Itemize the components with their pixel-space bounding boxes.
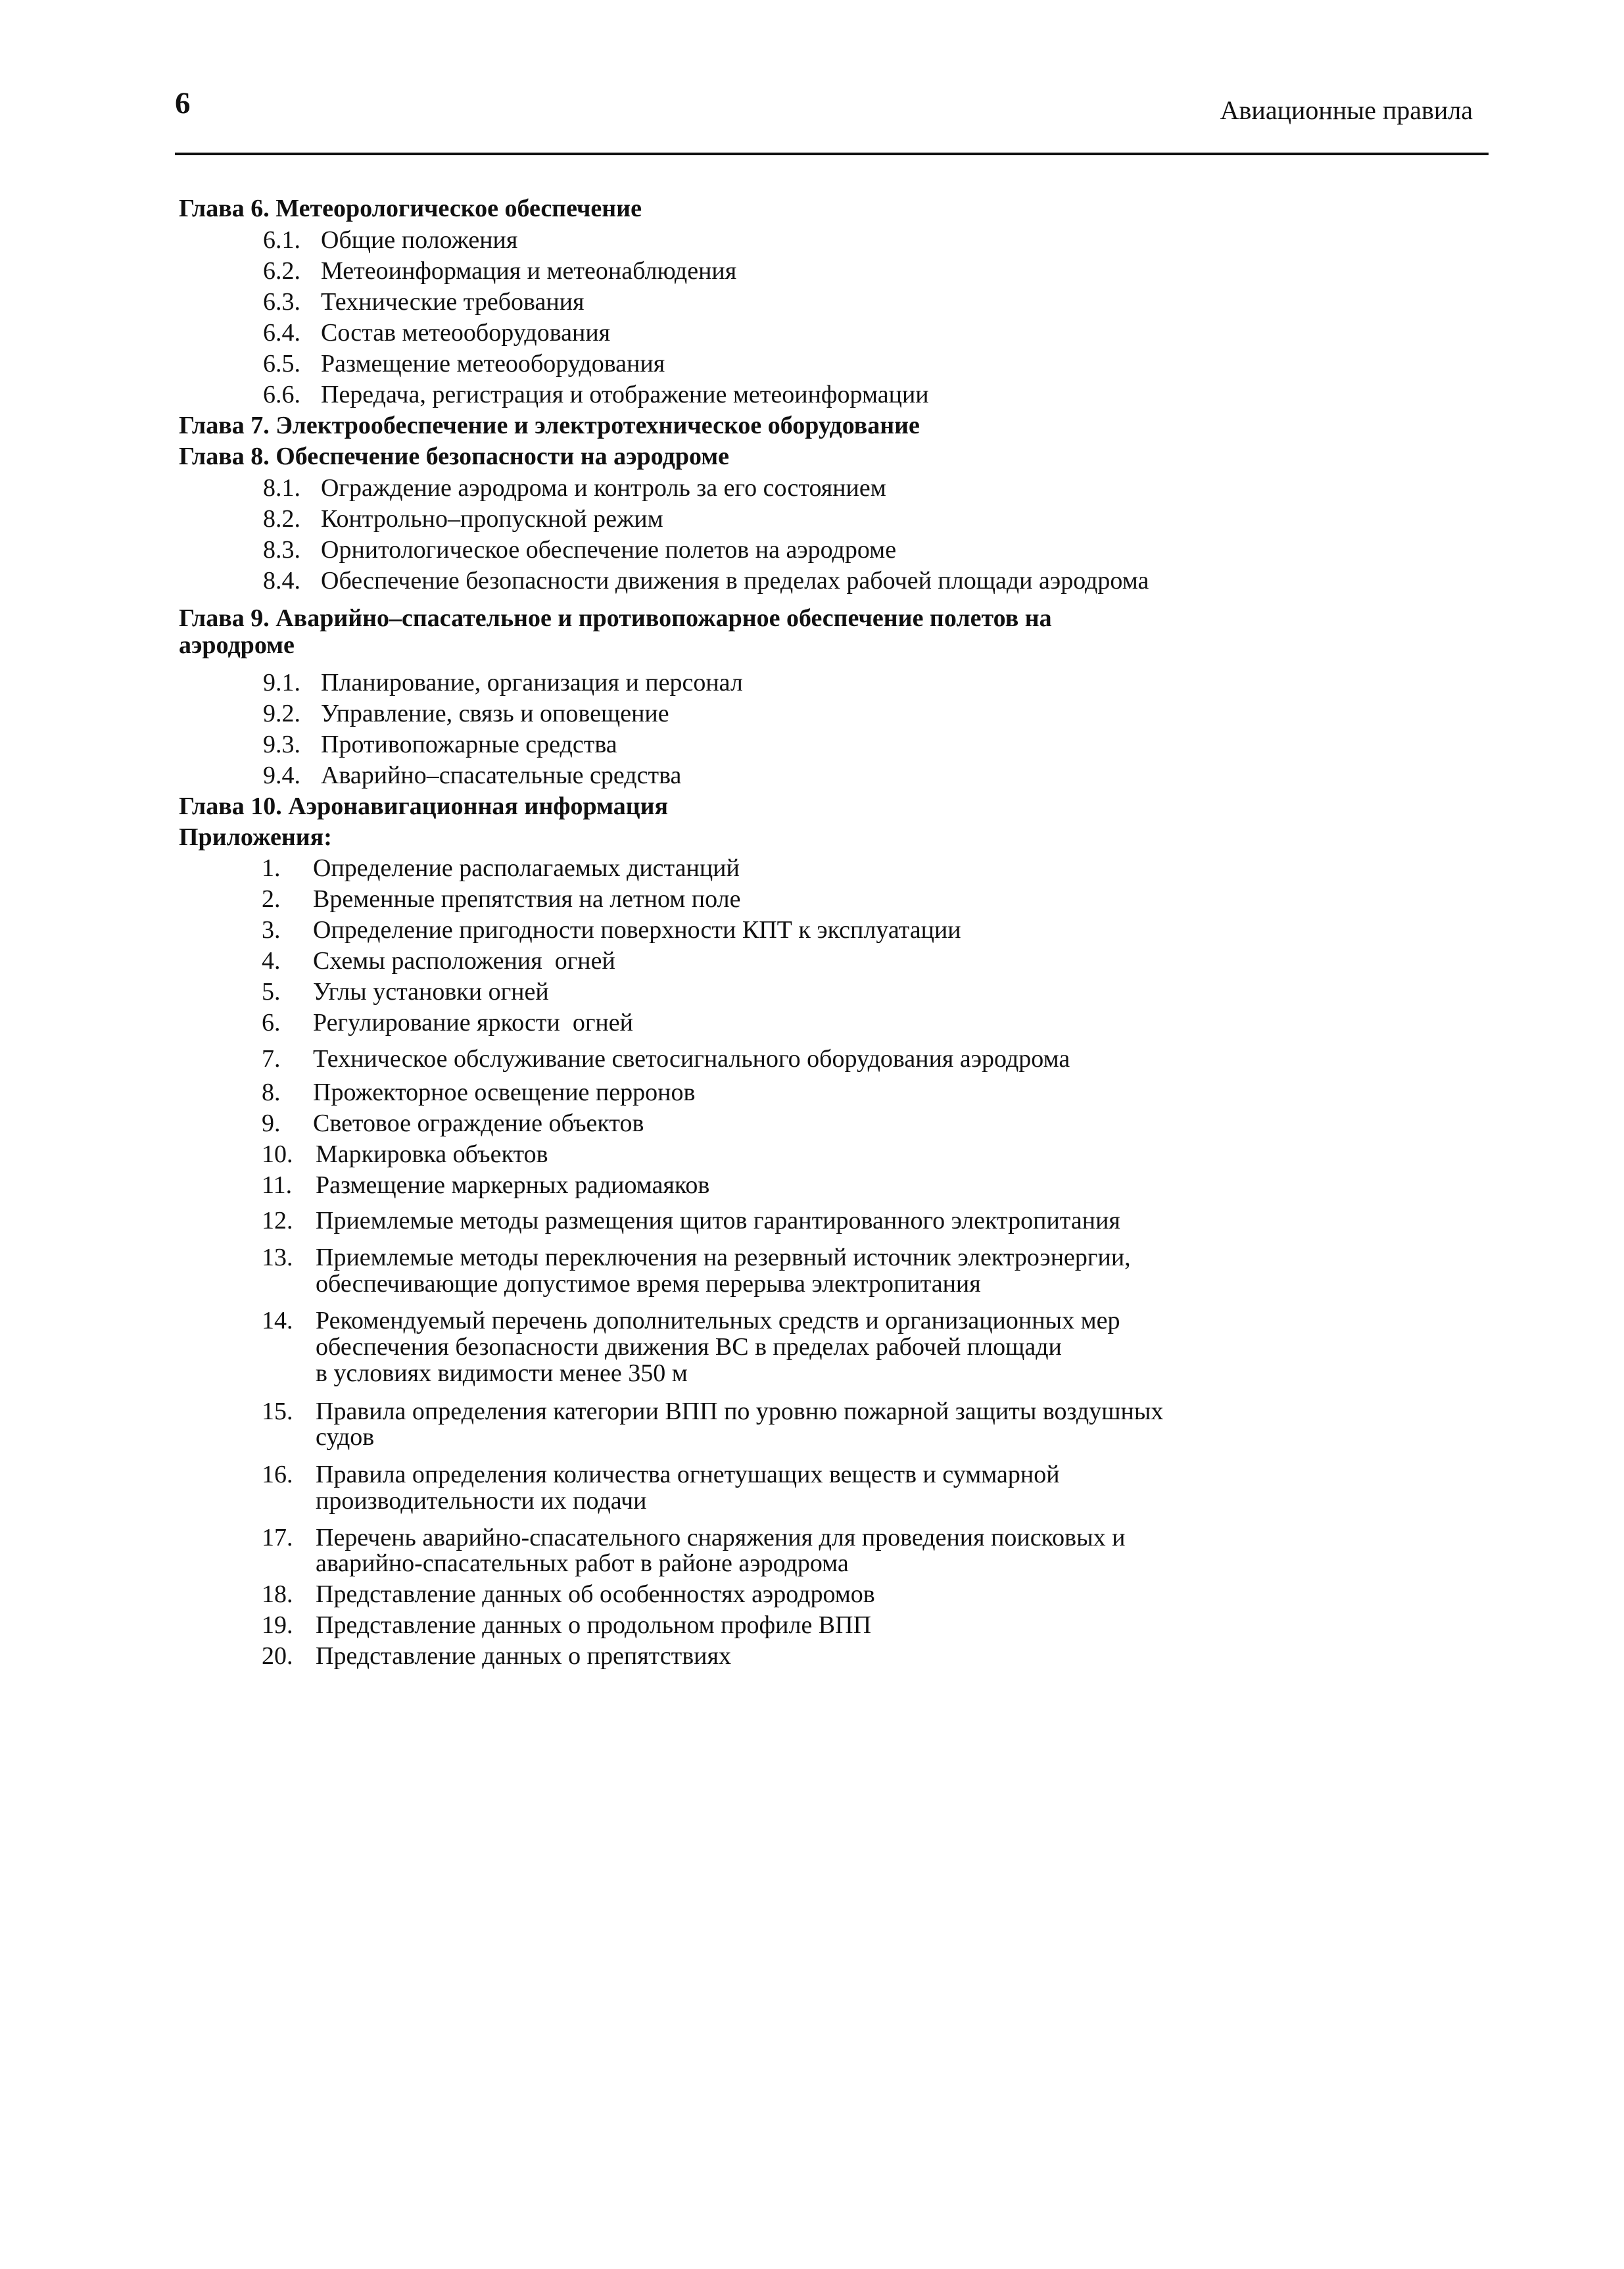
appendix-18 bbox=[262, 1581, 875, 1607]
section-title: Технические требования bbox=[321, 288, 585, 316]
appendix-title: Углы установки огней bbox=[313, 978, 549, 1006]
section-title: Противопожарные средства bbox=[321, 731, 617, 758]
chapter-6-heading: Глава 6. Метеорологическое обеспечение bbox=[179, 195, 642, 222]
appendix-title: Представление данных о препятствиях bbox=[316, 1642, 731, 1670]
appendix-16 bbox=[262, 1461, 1060, 1488]
section-number: 9.4. bbox=[263, 762, 300, 789]
appendix-title-line-1: Приемлемые методы переключения на резервный источник электроэнергии, bbox=[316, 1244, 1131, 1271]
appendix-17 bbox=[262, 1525, 1125, 1551]
appendix-title-line-1: Правила определения количества огнетушащих веществ и суммарной bbox=[316, 1461, 1060, 1488]
section-title: Размещение метеооборудования bbox=[321, 350, 665, 378]
appendix-title: Прожекторное освещение перронов bbox=[313, 1079, 696, 1106]
appendix-7 bbox=[262, 1046, 1070, 1072]
section-number: 9.2. bbox=[263, 700, 300, 727]
appendix-11 bbox=[262, 1172, 709, 1198]
appendix-number: 4. bbox=[262, 947, 281, 975]
chapter-9-heading-line-1: Глава 9. Аварийно–спасательное и противопожарное обеспечение полетов на bbox=[179, 604, 1052, 632]
appendix-number: 9. bbox=[262, 1110, 281, 1137]
appendix-number: 16. bbox=[262, 1461, 293, 1488]
appendix-title: Временные препятствия на летном поле bbox=[313, 885, 741, 913]
appendix-4 bbox=[262, 948, 615, 974]
appendix-number: 8. bbox=[262, 1079, 281, 1106]
appendix-15 bbox=[262, 1398, 1163, 1425]
appendix-number: 2. bbox=[262, 885, 281, 913]
appendix-13 bbox=[262, 1244, 1131, 1271]
appendix-number: 18. bbox=[262, 1580, 293, 1608]
appendix-13-continuation: обеспечивающие допустимое время перерыва электропитания bbox=[316, 1270, 981, 1298]
appendix-title: Маркировка объектов bbox=[316, 1140, 548, 1168]
section-6-5 bbox=[263, 351, 665, 377]
appendix-number: 19. bbox=[262, 1611, 293, 1639]
page-number: 6 bbox=[175, 86, 191, 120]
section-number: 9.3. bbox=[263, 731, 300, 758]
section-title: Контрольно–пропускной режим bbox=[321, 505, 663, 533]
appendix-5 bbox=[262, 979, 549, 1005]
appendix-title: Регулирование яркости огней bbox=[313, 1009, 633, 1037]
appendix-14-continuation-1: обеспечения безопасности движения ВС в пределах рабочей площади bbox=[316, 1333, 1062, 1361]
section-title: Аварийно–спасательные средства bbox=[321, 762, 682, 789]
appendix-19 bbox=[262, 1612, 871, 1638]
appendix-14-continuation-2: в условиях видимости менее 350 м bbox=[316, 1359, 688, 1387]
section-8-2 bbox=[263, 506, 663, 532]
appendix-number: 14. bbox=[262, 1307, 293, 1334]
appendices-heading: Приложения: bbox=[179, 823, 332, 851]
appendix-title-line-1: Правила определения категории ВПП по уровню пожарной защиты воздушных bbox=[316, 1398, 1164, 1425]
appendix-title: Представление данных об особенностях аэродромов bbox=[316, 1580, 875, 1608]
section-6-1 bbox=[263, 227, 517, 253]
section-8-1 bbox=[263, 475, 886, 501]
appendix-title: Определение пригодности поверхности КПТ к эксплуатации bbox=[313, 916, 961, 944]
appendix-title: Световое ограждение объектов bbox=[313, 1110, 644, 1137]
chapter-7-heading: Глава 7. Электрообеспечение и электротехническое оборудование bbox=[179, 412, 920, 439]
appendix-number: 7. bbox=[262, 1045, 281, 1073]
section-8-4 bbox=[263, 568, 1149, 594]
appendix-16-continuation: производительности их подачи bbox=[316, 1487, 647, 1515]
appendix-title-line-1: Рекомендуемый перечень дополнительных средств и организационных мер bbox=[316, 1307, 1120, 1334]
appendix-8 bbox=[262, 1079, 695, 1106]
appendix-12 bbox=[262, 1208, 1120, 1234]
section-number: 6.4. bbox=[263, 319, 300, 347]
section-8-3 bbox=[263, 537, 896, 563]
section-number: 6.5. bbox=[263, 350, 300, 378]
appendix-6 bbox=[262, 1010, 633, 1036]
chapter-10-heading: Глава 10. Аэронавигационная информация bbox=[179, 793, 669, 820]
appendix-title: Техническое обслуживание светосигнального оборудования аэродрома bbox=[313, 1045, 1070, 1073]
appendix-10 bbox=[262, 1141, 548, 1167]
appendix-9 bbox=[262, 1110, 644, 1136]
section-number: 6.1. bbox=[263, 226, 300, 254]
appendix-number: 12. bbox=[262, 1207, 293, 1234]
section-title: Передача, регистрация и отображение метеоинформации bbox=[321, 381, 929, 408]
appendix-15-continuation: судов bbox=[316, 1423, 375, 1451]
appendix-20 bbox=[262, 1643, 731, 1669]
section-title: Общие положения bbox=[321, 226, 518, 254]
section-title: Метеоинформация и метеонаблюдения bbox=[321, 257, 737, 285]
section-9-4 bbox=[263, 762, 681, 789]
appendix-title: Определение располагаемых дистанций bbox=[313, 854, 740, 882]
section-title: Состав метеооборудования bbox=[321, 319, 611, 347]
appendix-number: 6. bbox=[262, 1009, 281, 1037]
appendix-number: 17. bbox=[262, 1524, 293, 1551]
section-number: 8.4. bbox=[263, 567, 300, 595]
appendix-number: 10. bbox=[262, 1140, 293, 1168]
appendix-title-line-1: Перечень аварийно-спасательного снаряжения для проведения поисковых и bbox=[316, 1524, 1126, 1551]
section-number: 8.2. bbox=[263, 505, 300, 533]
appendix-17-continuation: аварийно-спасательных работ в районе аэродрома bbox=[316, 1549, 849, 1577]
section-number: 8.3. bbox=[263, 536, 300, 564]
appendix-title: Схемы расположения огней bbox=[313, 947, 615, 975]
appendix-2 bbox=[262, 886, 740, 912]
section-number: 6.3. bbox=[263, 288, 300, 316]
section-6-4 bbox=[263, 320, 610, 346]
chapter-9-heading-line-2: аэродроме bbox=[179, 631, 295, 659]
appendix-title: Размещение маркерных радиомаяков bbox=[316, 1171, 710, 1199]
appendix-number: 11. bbox=[262, 1171, 293, 1199]
section-title: Планирование, организация и персонал bbox=[321, 669, 743, 696]
appendix-number: 3. bbox=[262, 916, 281, 944]
appendix-number: 15. bbox=[262, 1398, 293, 1425]
section-number: 8.1. bbox=[263, 474, 300, 502]
appendix-number: 20. bbox=[262, 1642, 293, 1670]
running-title: Авиационные правила bbox=[1220, 95, 1473, 125]
appendix-title: Приемлемые методы размещения щитов гарантированного электропитания bbox=[316, 1207, 1120, 1234]
appendix-number: 5. bbox=[262, 978, 281, 1006]
section-6-3 bbox=[263, 289, 584, 315]
appendix-3 bbox=[262, 917, 961, 943]
chapter-8-heading: Глава 8. Обеспечение безопасности на аэродроме bbox=[179, 443, 729, 470]
section-number: 6.6. bbox=[263, 381, 300, 408]
appendix-1 bbox=[262, 855, 740, 881]
section-title: Управление, связь и оповещение bbox=[321, 700, 669, 727]
section-6-2 bbox=[263, 258, 736, 284]
appendix-14 bbox=[262, 1307, 1120, 1334]
section-6-6 bbox=[263, 381, 929, 408]
appendix-title: Представление данных о продольном профиле ВПП bbox=[316, 1611, 872, 1639]
appendix-number: 13. bbox=[262, 1244, 293, 1271]
section-title: Обеспечение безопасности движения в пределах рабочей площади аэродрома bbox=[321, 567, 1149, 595]
section-number: 6.2. bbox=[263, 257, 300, 285]
section-title: Орнитологическое обеспечение полетов на аэродроме bbox=[321, 536, 897, 564]
appendix-number: 1. bbox=[262, 854, 281, 882]
section-9-1 bbox=[263, 670, 743, 696]
section-9-2 bbox=[263, 700, 669, 727]
section-number: 9.1. bbox=[263, 669, 300, 696]
section-9-3 bbox=[263, 731, 617, 758]
section-title: Ограждение аэродрома и контроль за его состоянием bbox=[321, 474, 886, 502]
